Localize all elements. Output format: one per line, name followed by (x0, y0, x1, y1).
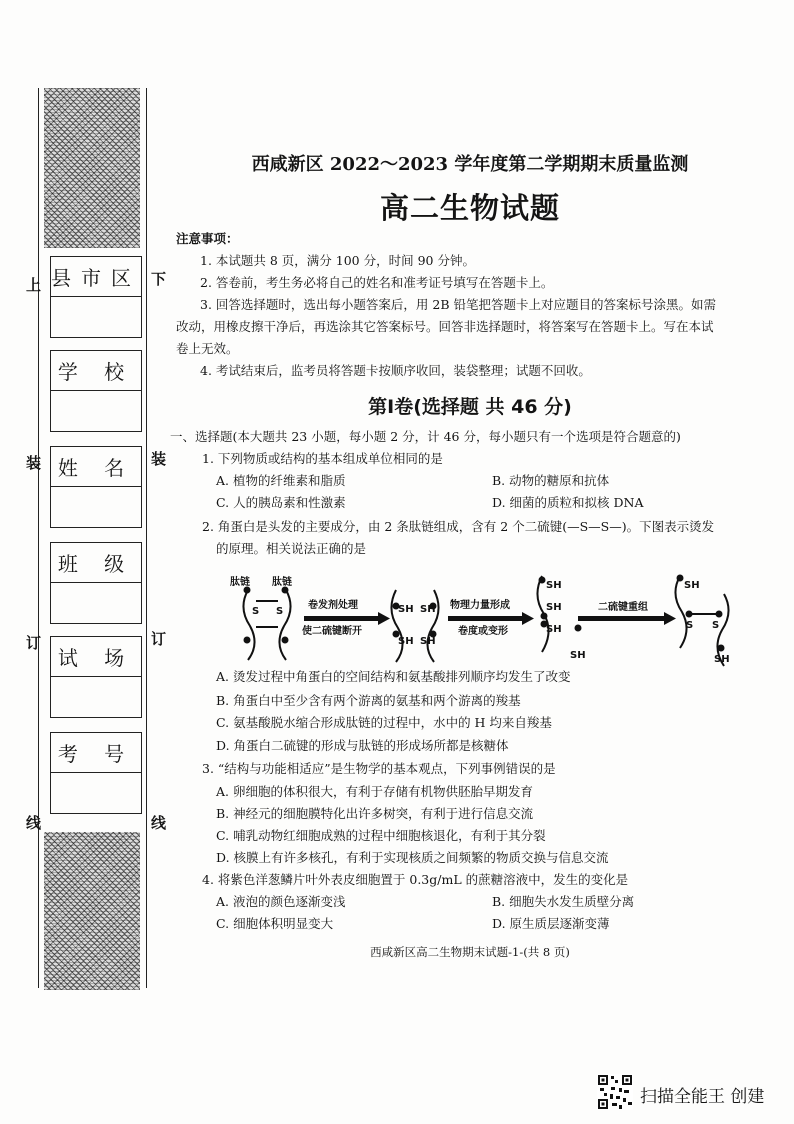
q3-option-d: D. 核膜上有许多核孔，有利于实现核质之间频繁的物质交换与信息交流 (216, 850, 609, 865)
diagram-sh-4: SH (420, 636, 436, 647)
q1-option-d: D. 细菌的质粒和拟核 DNA (492, 495, 644, 510)
q4-option-b: B. 细胞失水发生质壁分离 (492, 894, 635, 909)
q4-option-d: D. 原生质层逐渐变薄 (492, 916, 610, 931)
q3-option-a: A. 卵细胞的体积很大，有利于存储有机物供胚胎早期发育 (216, 784, 533, 799)
section-title: 第Ⅰ卷(选择题 共 46 分) (368, 396, 572, 418)
field-exam-number[interactable] (50, 732, 142, 814)
field-class-label: 班 级 (51, 543, 141, 583)
diagram-step2-bottom: 卷度或变形 (458, 626, 508, 637)
field-exam-number-label: 考 号 (51, 733, 141, 773)
diagram-sh-9: SH (684, 580, 700, 591)
q3-stem: 3. “结构与功能相适应”是生物学的基本观点，下列事例错误的是 (202, 761, 556, 776)
field-school[interactable] (50, 350, 142, 432)
diagram-chain-label-1: 肽链 (230, 577, 250, 588)
diagram-sh-10: SH (714, 654, 730, 665)
q2-option-c: C. 氨基酸脱水缩合形成肽链的过程中，水中的 H 均来自羧基 (216, 715, 552, 730)
field-school-label: 学 校 (51, 351, 141, 391)
field-exam-room-label: 试 场 (51, 637, 141, 677)
q4-stem: 4. 将紫色洋葱鳞片叶外表皮细胞置于 0.3g/mL 的蔗糖溶液中，发生的变化是 (202, 872, 629, 887)
page-footer: 西咸新区高二生物期末试题-1-(共 8 页) (370, 945, 570, 959)
diagram-step2-top: 物理力量形成 (450, 600, 510, 611)
diagram-s-1: S (252, 606, 260, 617)
q1-option-a: A. 植物的纤维素和脂质 (216, 473, 346, 488)
diagram-sh-8: SH (570, 650, 586, 661)
q2-option-b: B. 角蛋白中至少含有两个游离的氨基和两个游离的羧基 (216, 693, 521, 708)
diagram-s-4: S (712, 620, 720, 631)
field-county[interactable] (50, 256, 142, 338)
q2-option-d: D. 角蛋白二硫键的形成与肽链的形成场所都是核糖体 (216, 738, 509, 753)
diagram-sh-6: SH (546, 602, 562, 613)
perm-principle-diagram (228, 568, 768, 668)
diagram-s-2: S (276, 606, 284, 617)
binding-pattern-top (44, 88, 140, 248)
binding-char-left-2: 装 (26, 454, 42, 472)
binding-char-left-4: 线 (26, 814, 42, 832)
binding-pattern-bottom (44, 832, 140, 990)
field-name[interactable] (50, 446, 142, 528)
q4-option-a: A. 液泡的颜色逐渐变浅 (216, 894, 346, 909)
q1-stem: 1. 下列物质或结构的基本组成单位相同的是 (202, 451, 443, 466)
binding-char-right-1: 下 (151, 270, 167, 288)
notice-item-3-end: 卷上无效。 (176, 341, 239, 356)
q1-option-c: C. 人的胰岛素和性激素 (216, 495, 346, 510)
diagram-sh-2: SH (420, 604, 436, 615)
diagram-sh-1: SH (398, 604, 414, 615)
diagram-step3-top: 二硫键重组 (598, 602, 648, 613)
diagram-sh-5: SH (546, 580, 562, 591)
notice-item-3: 3. 回答选择题时，选出每小题答案后，用 2B 铅笔把答题卡上对应题目的答案标号涂黑。如需 (200, 297, 716, 312)
field-county-label: 县市区 (51, 257, 141, 297)
notice-heading: 注意事项： (176, 231, 239, 246)
paper-title: 高二生物试题 (379, 191, 560, 225)
diagram-sh-7: SH (546, 624, 562, 635)
binding-line-right (146, 88, 147, 988)
field-class[interactable] (50, 542, 142, 624)
notice-item-1: 1. 本试题共 8 页，满分 100 分，时间 90 分钟。 (200, 253, 475, 268)
q3-option-b: B. 神经元的细胞膜特化出许多树突，有利于进行信息交流 (216, 806, 534, 821)
binding-char-left-1: 上 (26, 276, 42, 294)
qr-code-icon (597, 1074, 633, 1110)
q2-option-a: A. 烫发过程中角蛋白的空间结构和氨基酸排列顺序均发生了改变 (216, 669, 571, 684)
diagram-sh-3: SH (398, 636, 414, 647)
q4-option-c: C. 细胞体积明显变大 (216, 916, 334, 931)
exam-title: 西咸新区 2022～2023 学年度第二学期期末质量监测 (251, 154, 689, 175)
diagram-step1-bottom: 使二硫键断开 (302, 626, 362, 637)
q2-stem-line2: 的原理。相关说法正确的是 (216, 541, 367, 556)
q2-stem-line1: 2. 角蛋白是头发的主要成分，由 2 条肽链组成，含有 2 个二硫键(—S—S—)。下图表示烫发 (202, 519, 715, 534)
notice-item-4: 4. 考试结束后，监考员将答题卡按顺序收回，装袋整理；试题不回收。 (200, 363, 591, 378)
section-intro: 一、选择题(本大题共 23 小题，每小题 2 分，计 46 分，每小题只有一个选项是符合题意的) (170, 429, 681, 444)
q1-option-b: B. 动物的糖原和抗体 (492, 473, 610, 488)
notice-item-2: 2. 答卷前，考生务必将自己的姓名和准考证号填写在答题卡上。 (200, 275, 554, 290)
diagram-s-3: S (686, 620, 694, 631)
binding-line-left (38, 88, 39, 988)
q3-option-c: C. 哺乳动物红细胞成熟的过程中细胞核退化，有利于其分裂 (216, 828, 546, 843)
field-exam-room[interactable] (50, 636, 142, 718)
binding-char-right-3: 订 (151, 630, 167, 648)
binding-char-right-2: 装 (151, 450, 167, 468)
binding-char-left-3: 订 (26, 634, 42, 652)
diagram-chain-label-2: 肽链 (272, 577, 292, 588)
scanner-watermark: 扫描全能王 创建 (640, 1087, 765, 1107)
binding-char-right-4: 线 (151, 814, 167, 832)
notice-item-3-cont: 改动，用橡皮擦干净后，再选涂其它答案标号。回答非选择题时，将答案写在答题卡上。写在本试 (176, 319, 714, 334)
diagram-step1-top: 卷发剂处理 (308, 600, 358, 611)
field-name-label: 姓 名 (51, 447, 141, 487)
